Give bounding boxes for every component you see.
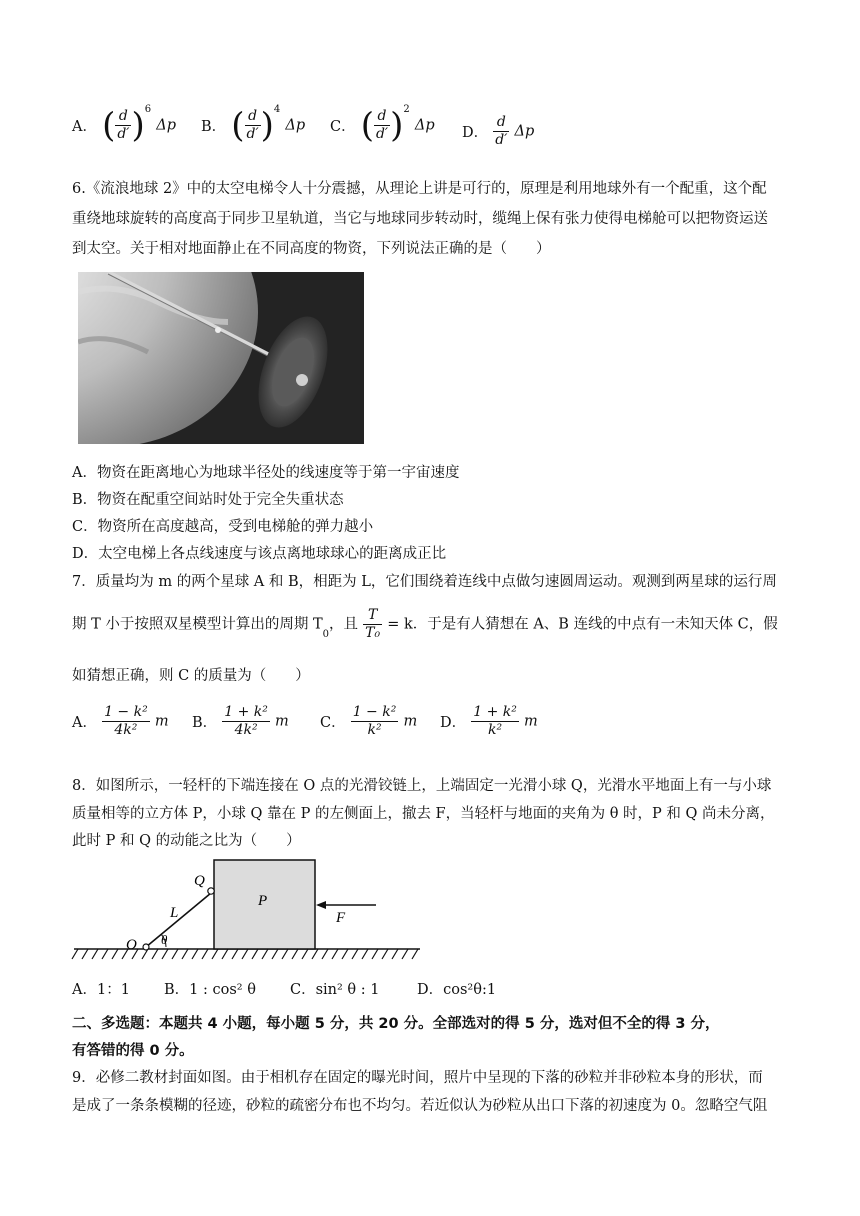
q9-line-2: 是成了一条条模糊的径迹，砂粒的疏密分布也不均匀。若近似认为砂粒从出口下落的初速度为 0。忽略空气阻 [72,1098,768,1114]
q8-figure [70,852,430,964]
q7-line-1: 7．质量均为 m 的两个星球 A 和 B，相距为 L，它们围绕着连线中点做匀速圆周运动。观测到两星球的运行周 [72,574,777,590]
q6-line-1: 6.《流浪地球 2》中的太空电梯令人十分震撼，从理论上讲是可行的，原理是利用地球外有一个配重，这个配 [72,181,767,197]
fraction: $\frac{d}{d'}$ [375,108,389,142]
space-elevator-illustration [78,272,364,444]
q7-line-2: 期 T 小于按照双星模型计算出的周期 $T_0$，且 $\frac{T}{\text{T₀}}$ = k．于是有人猜想在 A、B 连线的中点有一未知天体 C，假 [72,607,778,641]
fraction: $\frac{d}{d'}$ [246,108,259,142]
q5-option-b: B． ( $\frac{d}{d'}$ )$^4$ Δp [201,104,306,146]
section-2-heading-line-1: 二、多选题：本题共 4 小题，每小题 5 分，共 20 分。全部选对的得 5 分，选对但不全的得 3 分， [72,1016,720,1032]
q5-option-a: A． ( $\frac{d}{d'}$ )$^6$ Δp [72,104,176,146]
label-f: F [336,910,346,926]
q8-line-1: 8．如图所示，一轻杆的下端连接在 O 点的光滑铰链上，上端固定一光滑小球 Q，光滑水平地面上有一与小球 [72,778,772,794]
q8-line-3: 此时 P 和 Q 的动能之比为（ ） [72,833,301,849]
q7-option-a: A． $\frac{\text{1 − k²}}{\text{4k²}}$ m [72,704,169,738]
light-rod [146,893,211,947]
fraction: $\frac{d}{d'}$ [117,108,130,142]
label-theta: θ [161,932,168,947]
label-p: P [258,893,268,909]
q6-option-d: D．太空电梯上各点线速度与该点离地球球心的距离成正比 [72,546,447,562]
q7-option-b: B． $\frac{\text{1 + k²}}{\text{4k²}}$ m [192,704,289,738]
hinge-o [143,944,149,950]
label-l: L [170,905,179,921]
space-elevator-photo [78,272,364,444]
q6-option-b: B．物资在配重空间站时处于完全失重状态 [72,492,344,508]
q6-line-3: 到太空。关于相对地面静止在不同高度的物资，下列说法正确的是（ ） [72,241,551,257]
q7-options [72,704,772,748]
q8-option-a: A．1：1 [72,982,130,998]
q8-option-d: D．cos²θ:1 [417,982,497,998]
q7-option-c: C． $\frac{\text{1 − k²}}{\text{k²}}$ m [320,704,418,738]
q7-option-d: D． $\frac{\text{1 + k²}}{\text{k²}}$ m [440,704,538,738]
q5-option-d: D． $\frac{d}{d'}$ Δp [462,114,535,148]
rod-cube-diagram [70,852,430,964]
q8-option-c: C．sin² θ : 1 [290,982,380,998]
period-ratio-fraction: $\frac{T}{\text{T₀}}$ [365,607,381,641]
q6-option-a: A．物资在距离地心为地球半径处的线速度等于第一宇宙速度 [72,465,460,481]
q5-options [72,104,772,154]
q8-line-2: 质量相等的立方体 P，小球 Q 靠在 P 的左侧面上，撤去 F，当轻杆与地面的夹角为 θ 时，P 和 Q 尚未分离， [72,806,775,822]
q6-line-2: 重绕地球旋转的高度高于同步卫星轨道，当它与地球同步转动时，缆绳上保有张力使得电梯舱可以把物资运送 [72,211,768,227]
q5-option-c: C． ( $\frac{d}{d'}$ )$^2$ Δp [330,104,435,146]
label-q: Q [194,873,205,889]
option-label: A． [72,119,97,135]
q9-line-1: 9．必修二教材封面如图。由于相机存在固定的曝光时间，照片中呈现的下落的砂粒并非砂粒本身的形状，而 [72,1070,763,1086]
ball-q [208,888,214,894]
q8-options [72,983,772,1003]
q7-line-3: 如猜想正确，则 C 的质量为（ ） [72,668,310,684]
q6-option-c: C．物资所在高度越高，受到电梯舱的弹力越小 [72,519,374,535]
label-o: O [126,937,137,953]
section-2-heading-line-2: 有答错的得 0 分。 [72,1043,194,1059]
q8-option-b: B．1 : cos² θ [164,982,256,998]
fraction: $\frac{d}{d'}$ [495,114,508,148]
